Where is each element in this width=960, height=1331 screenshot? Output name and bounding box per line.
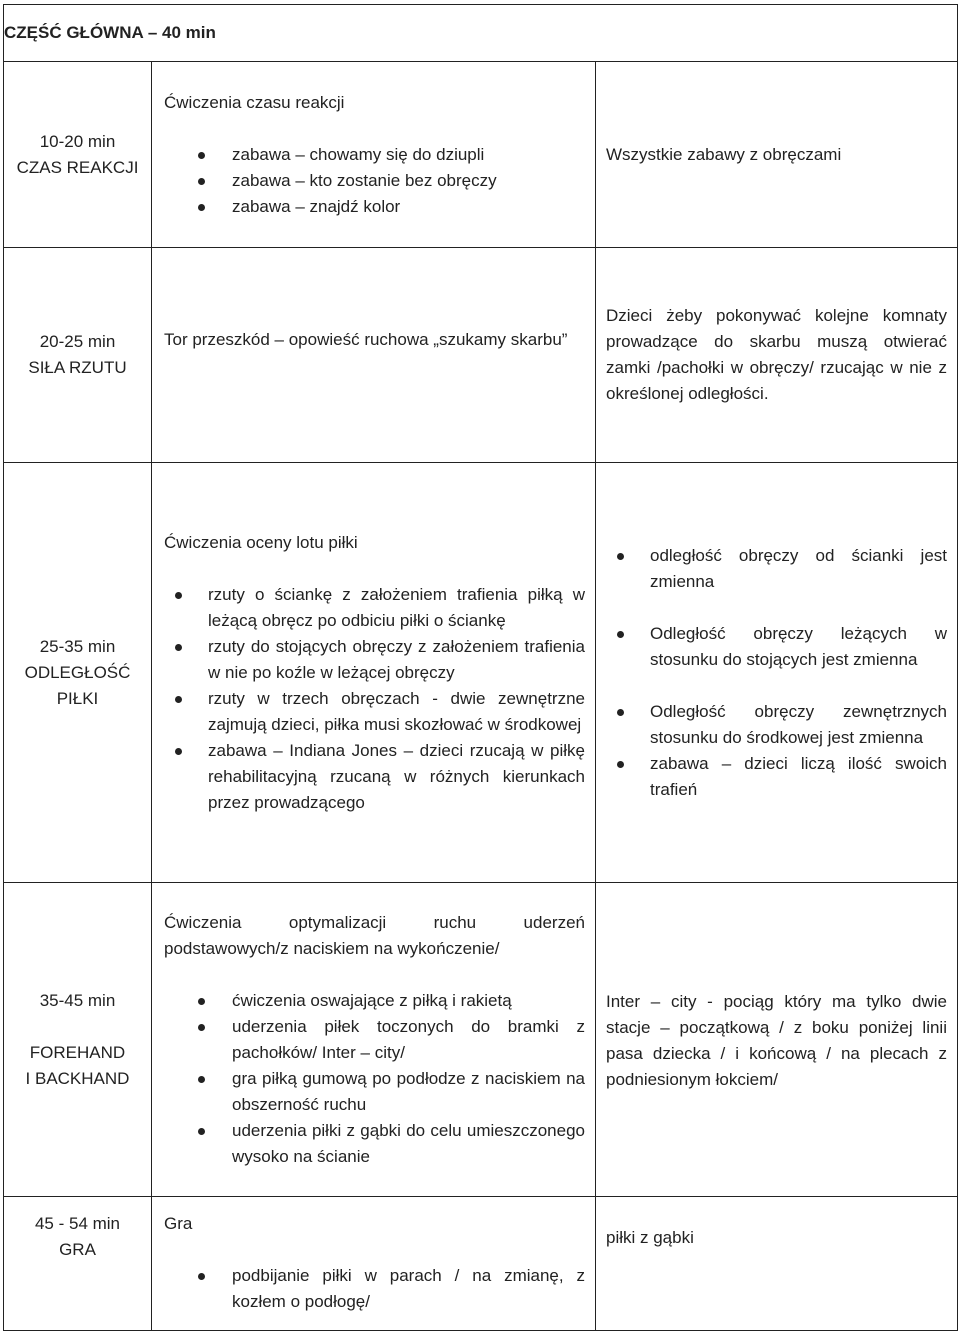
list-item: gra piłką gumową po podłodze z naciskiem na obszerność ruchu — [164, 1066, 585, 1118]
exercise-intro: Tor przeszkód – opowieść ruchowa „szukamy skarbu” — [164, 330, 568, 349]
bullet-icon — [175, 644, 182, 651]
list-item: ćwiczenia oswajające z piłką i rakietą — [164, 988, 585, 1014]
notes-text: Dzieci żeby pokonywać kolejne komnaty prowadzące do skarbu muszą otwierać zamki /pachołki w obręczy/ rzucając w nie z określonej odległości. — [606, 306, 947, 403]
notes-cell — [596, 248, 958, 463]
time-range: 10-20 min — [39, 131, 116, 151]
notes-text: piłki z gąbki — [606, 1228, 694, 1247]
exercise-intro: Ćwiczenia czasu reakcji — [164, 92, 345, 112]
bullet-icon — [198, 1128, 205, 1135]
time-cell — [4, 248, 152, 463]
exercise-intro: Ćwiczenia oceny lotu piłki — [164, 532, 358, 552]
time-range: 35-45 min — [39, 990, 116, 1010]
time-cell — [4, 1197, 152, 1331]
notes-text: Inter – city - pociąg który ma tylko dwie stacje – początkową / z boku poniżej linii pasa dziecka / i końcową / na plecach z podniesionym łokciem/ — [606, 991, 947, 1089]
list-item: rzuty w trzech obręczach - dwie zewnętrzne zajmują dzieci, piłka musi skozłować w środkowej — [164, 686, 585, 738]
table-row — [4, 1197, 958, 1331]
bullet-icon — [198, 178, 205, 185]
list-item: zabawa – znajdź kolor — [164, 194, 585, 220]
list-item: zabawa – Indiana Jones – dzieci rzucają w piłkę rehabilitacyjną rzucaną w różnych kierunkach przez prowadzącego — [164, 738, 585, 816]
bullet-icon — [175, 696, 182, 703]
exercise-cell — [152, 463, 596, 883]
bullet-icon — [617, 709, 624, 716]
bullet-icon — [198, 1076, 205, 1083]
time-label: CZAS REAKCJI — [16, 157, 139, 177]
time-cell — [4, 62, 152, 248]
exercise-list — [164, 1263, 585, 1315]
list-item: zabawa – kto zostanie bez obręczy — [164, 168, 585, 194]
bullet-icon — [175, 592, 182, 599]
list-item: podbijanie piłki w parach / na zmianę, z kozłem o podłogę/ — [164, 1263, 585, 1315]
table-row — [4, 883, 958, 1197]
exercise-list — [164, 988, 585, 1170]
time-label: ODLEGŁOŚĆ — [24, 662, 131, 682]
time-range: 45 - 54 min — [34, 1214, 121, 1233]
list-item: rzuty o ściankę z założeniem trafienia piłką w leżącą obręcz po odbiciu piłki o ściankę — [164, 582, 585, 634]
exercise-list — [164, 142, 585, 220]
exercise-intro: Ćwiczenia optymalizacji ruchu uderzeń podstawowych/z naciskiem na wykończenie/ — [164, 912, 585, 958]
lesson-plan-table — [3, 4, 958, 1331]
bullet-icon — [198, 152, 205, 159]
list-item: rzuty do stojących obręczy z założeniem trafienia w nie po koźle w leżącej obręczy — [164, 634, 585, 686]
bullet-icon — [198, 1024, 205, 1031]
time-cell — [4, 883, 152, 1197]
exercise-cell — [152, 1197, 596, 1331]
time-label: SIŁA RZUTU — [28, 358, 127, 377]
table-header-row — [4, 5, 958, 62]
time-label: GRA — [59, 1240, 96, 1259]
notes-cell — [596, 463, 958, 883]
list-item: Odległość obręczy zewnętrznych stosunku do środkowej jest zmienna — [606, 699, 947, 751]
bullet-icon — [198, 1273, 205, 1280]
notes-cell — [596, 883, 958, 1197]
time-label: FOREHAND — [29, 1042, 126, 1062]
bullet-icon — [198, 998, 205, 1005]
list-item: odległość obręczy od ścianki jest zmienna — [606, 543, 947, 595]
list-item: zabawa – dzieci liczą ilość swoich trafień — [606, 751, 947, 803]
notes-text: Wszystkie zabawy z obręczami — [606, 144, 842, 164]
list-item: uderzenia piłki z gąbki do celu umieszczonego wysoko na ścianie — [164, 1118, 585, 1170]
bullet-icon — [617, 631, 624, 638]
time-range: 25-35 min — [39, 636, 116, 656]
notes-list — [606, 543, 947, 803]
time-range: 20-25 min — [39, 332, 116, 351]
bullet-icon — [198, 204, 205, 211]
time-label: I BACKHAND — [25, 1068, 130, 1088]
list-item: uderzenia piłek toczonych do bramki z pachołków/ Inter – city/ — [164, 1014, 585, 1066]
exercise-cell — [152, 248, 596, 463]
time-cell — [4, 463, 152, 883]
exercise-intro: Gra — [164, 1214, 193, 1233]
notes-cell — [596, 1197, 958, 1331]
list-item: zabawa – chowamy się do dziupli — [164, 142, 585, 168]
table-row — [4, 463, 958, 883]
exercise-cell — [152, 62, 596, 248]
bullet-icon — [617, 761, 624, 768]
list-item: Odległość obręczy leżących w stosunku do stojących jest zmienna — [606, 621, 947, 673]
bullet-icon — [617, 553, 624, 560]
exercise-list — [164, 582, 585, 816]
table-row — [4, 248, 958, 463]
time-label: PIŁKI — [56, 688, 99, 708]
table-row — [4, 62, 958, 248]
notes-cell — [596, 62, 958, 248]
section-title: CZĘŚĆ GŁÓWNA – 40 min — [4, 5, 958, 62]
bullet-icon — [175, 748, 182, 755]
exercise-cell — [152, 883, 596, 1197]
